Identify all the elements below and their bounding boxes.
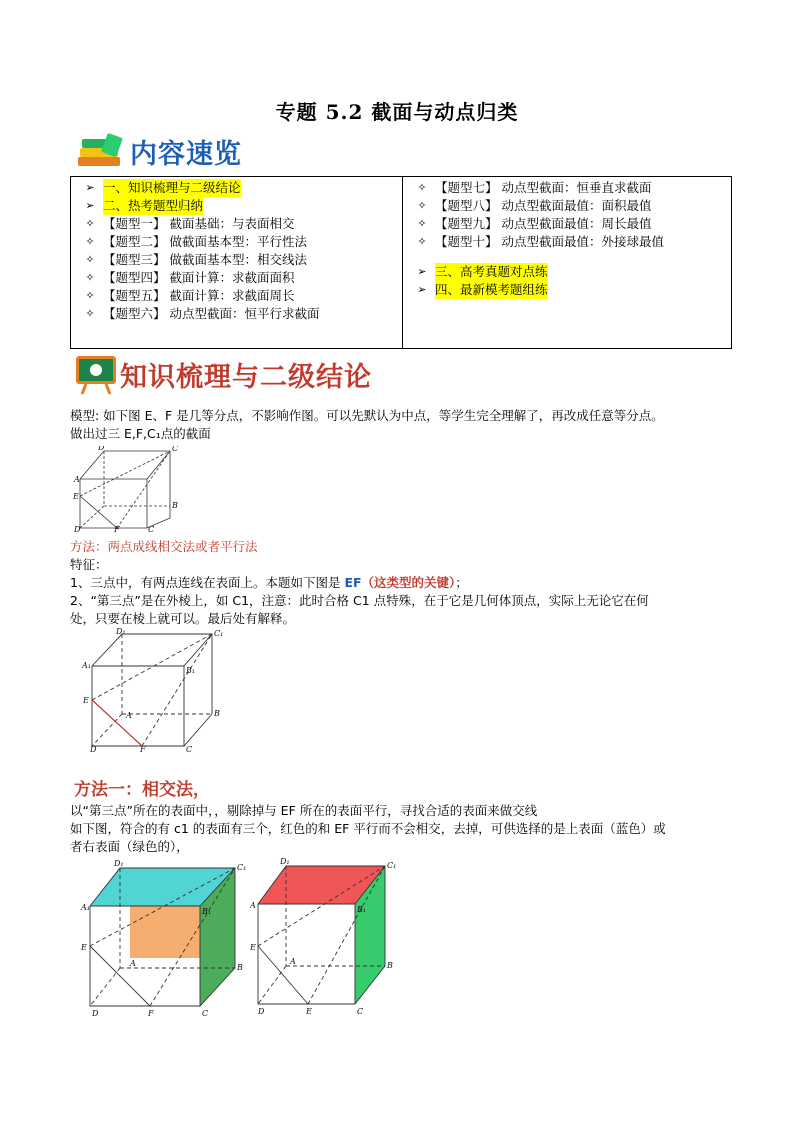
svg-text:E: E: [250, 943, 256, 952]
arrow-bullet-icon: ➢: [85, 199, 95, 212]
svg-text:C: C: [186, 745, 193, 753]
svg-text:F: F: [140, 745, 146, 753]
svg-text:E: E: [83, 696, 89, 705]
svg-text:D₁: D₁: [116, 628, 126, 636]
svg-text:C: C: [357, 1007, 364, 1016]
svg-text:D: D: [98, 446, 105, 452]
feature-item-1: [70, 574, 730, 592]
star-bullet-icon: ✧: [85, 289, 95, 302]
toc-item: [77, 215, 402, 233]
toc-item-label: 【题型八】 动点型截面最值：面积最值: [435, 198, 652, 213]
toc-item: [409, 197, 731, 215]
toc-item-label: 四、最新模考题组练: [435, 282, 548, 297]
cube-figure-ef: [80, 628, 225, 753]
svg-text:B: B: [214, 709, 220, 718]
paragraph: 如下图，符合的有 c1 的表面有三个，红色的和 EF 平行而不会相交，去掉，可供选择的是上表面（蓝色）或: [70, 821, 666, 836]
section-title: 内容速览: [130, 139, 242, 170]
svg-text:A: A: [250, 901, 256, 910]
svg-text:E: E: [81, 943, 87, 952]
toc-item: [77, 197, 402, 215]
toc-item: [409, 263, 731, 281]
toc-item: [77, 287, 402, 305]
contents-left-column: [71, 177, 403, 348]
svg-text:E: E: [306, 1007, 312, 1016]
star-bullet-icon: ✧: [85, 253, 95, 266]
toc-item: [409, 179, 731, 197]
svg-text:C: C: [148, 525, 155, 532]
svg-text:B₁: B₁: [186, 666, 196, 675]
svg-text:B: B: [237, 963, 243, 972]
svg-text:A: A: [290, 957, 296, 966]
star-bullet-icon: ✧: [417, 181, 427, 194]
svg-text:C₁: C₁: [387, 861, 397, 870]
svg-text:C: C: [202, 1009, 209, 1018]
star-bullet-icon: ✧: [85, 217, 95, 230]
blackboard-icon: [74, 352, 118, 396]
section-heading-knowledge: [74, 352, 372, 396]
arrow-bullet-icon: ➢: [417, 265, 427, 278]
toc-item-label: 【题型九】 动点型截面最值：周长最值: [435, 216, 652, 231]
svg-text:F: F: [148, 1009, 154, 1018]
toc-item-label: 【题型六】 动点型截面：恒平行求截面: [103, 306, 320, 321]
star-bullet-icon: ✧: [85, 235, 95, 248]
feature-item-2: 2、“第三点”是在外棱上，如 C1，注意：此时合格 C1 点特殊，在于它是几何体顶点，实际上无论它在何: [70, 593, 649, 608]
svg-text:D: D: [258, 1007, 265, 1016]
svg-text:A₁: A₁: [82, 661, 91, 670]
svg-text:D₁: D₁: [280, 858, 290, 866]
svg-text:C₁: C₁: [237, 863, 247, 872]
toc-item: [77, 233, 402, 251]
paragraph: 者右表面（绿色的），: [70, 839, 189, 854]
books-icon: [74, 133, 126, 171]
cube-figure-blue-green: [80, 858, 250, 1018]
toc-item: [77, 251, 402, 269]
svg-text:A: A: [74, 475, 80, 484]
toc-item: [77, 269, 402, 287]
key-note: （这类型的关键）: [361, 575, 456, 590]
svg-text:D: D: [74, 525, 81, 532]
paragraph: 做出过三 E,F,C₁点的截面: [70, 426, 211, 441]
svg-text:D: D: [90, 745, 97, 753]
svg-text:B₁: B₁: [357, 905, 367, 914]
paragraph: 模型: 如下图 E、F 是几等分点，不影响作图。可以先默认为中点，等学生完全理解了，再改成任意等分点。: [70, 408, 664, 423]
svg-text:B: B: [387, 961, 393, 970]
toc-item: [409, 215, 731, 233]
feature-label: 特征：: [70, 557, 108, 572]
toc-item-label: 【题型三】 做截面基本型：相交线法: [103, 252, 307, 267]
svg-text:A: A: [126, 711, 132, 720]
toc-item: [409, 281, 731, 299]
toc-item-label: 【题型一】 截面基础：与表面相交: [103, 216, 295, 231]
star-bullet-icon: ✧: [417, 199, 427, 212]
paragraph: 以“第三点”所在的表面中，，剔除掉与 EF 所在的表面平行，寻找合适的表面来做交线: [70, 803, 538, 818]
arrow-bullet-icon: ➢: [417, 283, 427, 296]
svg-text:D: D: [92, 1009, 99, 1018]
cube-figure-red-green: [250, 858, 410, 1018]
toc-item-label: 二、热考题型归纳: [103, 198, 204, 213]
toc-item: [77, 179, 402, 197]
svg-text:A₁: A₁: [81, 903, 90, 912]
page-title: 专题 5.2 截面与动点归类: [275, 100, 519, 124]
toc-item: [77, 305, 402, 323]
svg-text:C₁: C₁: [214, 629, 224, 638]
text: ；: [455, 575, 468, 590]
feature-item-2-cont: 处，只要在棱上就可以。最后处有解释。: [70, 611, 296, 626]
toc-item-label: 【题型四】 截面计算：求截面面积: [103, 270, 295, 285]
svg-text:E: E: [73, 492, 79, 501]
star-bullet-icon: ✧: [85, 307, 95, 320]
section-heading-contents: [74, 132, 242, 171]
contents-table: [70, 176, 732, 349]
arrow-bullet-icon: ➢: [85, 181, 95, 194]
toc-item-label: 【题型十】 动点型截面最值：外接球最值: [435, 234, 664, 249]
star-bullet-icon: ✧: [85, 271, 95, 284]
svg-text:D₁: D₁: [114, 859, 124, 868]
svg-text:A: A: [130, 959, 136, 968]
svg-text:B: B: [172, 501, 178, 510]
cube-figure-small: [72, 446, 182, 532]
star-bullet-icon: ✧: [417, 217, 427, 230]
method1-heading: 方法一：相交法，: [74, 780, 210, 800]
toc-item: [409, 233, 731, 251]
svg-text:C: C: [172, 446, 179, 453]
svg-text:B₁: B₁: [202, 907, 212, 916]
text: 1、三点中，有两点连线在表面上。本题如下图是: [70, 575, 345, 590]
toc-spacer: [409, 251, 731, 263]
toc-item-label: 【题型五】 截面计算：求截面周长: [103, 288, 295, 303]
svg-text:F: F: [114, 525, 120, 532]
toc-item-label: 【题型七】 动点型截面：恒垂直求截面: [435, 180, 652, 195]
toc-item-label: 一、知识梳理与二级结论: [103, 180, 241, 195]
toc-item-label: 三、高考真题对点练: [435, 264, 548, 279]
toc-item-label: 【题型二】 做截面基本型：平行性法: [103, 234, 307, 249]
star-bullet-icon: ✧: [417, 235, 427, 248]
ef-label: EF: [344, 575, 362, 590]
method-line: 方法：两点成线相交法或者平行法: [70, 539, 258, 554]
section-title: 知识梳理与二级结论: [120, 361, 372, 393]
contents-right-column: [403, 177, 731, 348]
